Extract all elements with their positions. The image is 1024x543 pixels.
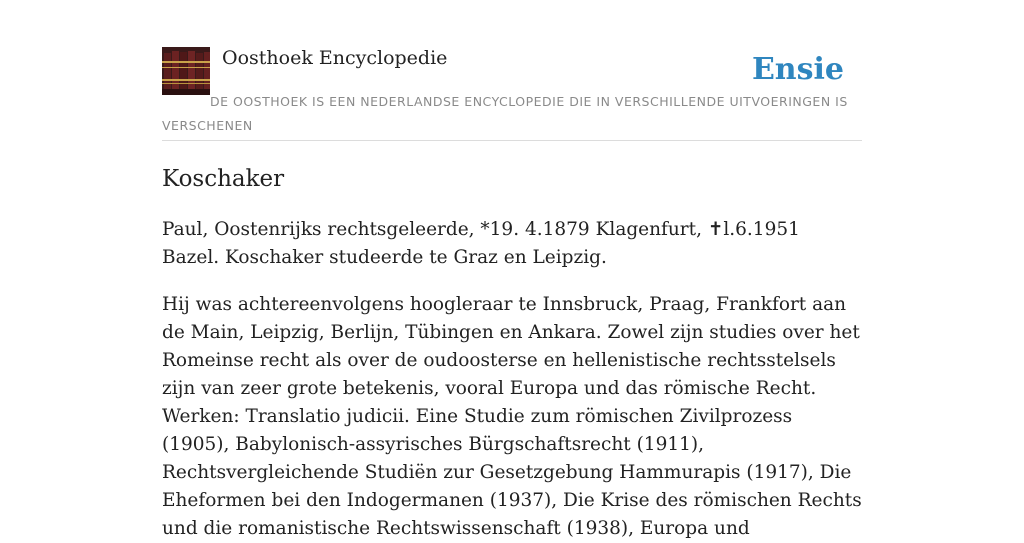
article-paragraph: Hij was achtereenvolgens hoogleraar te Innsbruck, Praag, Frankfort aan de Main, Leipzig, Berlijn, Tübingen en Ankara. Zowel zijn studies over het Romeinse recht als over de oudoosterse en hellenistische rechtsstelsels zijn van zeer grote betekenis, vooral Europa und das römische Recht. Werken: Translatio judicii. Eine Studie zum römischen Zivilprozess (1905), Babylonisch-assyrisches Bürgschaftsrecht (1911), Rechtsvergleichende Studiën zur Gesetzgebung Hammurapis (1917), Die Eheformen bei den Indogermanen (1937), Die Krise des römischen Rechts und die romanistische Rechtswissenschaft (1938), Europa und: [162, 294, 862, 539]
article: [162, 160, 862, 543]
article-title: Koschaker: [162, 166, 285, 192]
article-paragraph: Paul, Oostenrijks rechtsgeleerde, *19. 4.1879 Klagenfurt, ✝l.6.1951 Bazel. Koschaker studeerde te Graz en Leipzig.: [162, 219, 800, 268]
encyclopedia-books-icon[interactable]: [162, 47, 210, 95]
site-tagline: DE OOSTHOEK IS EEN NEDERLANDSE ENCYCLOPEDIE DIE IN VERSCHILLENDE UITVOERINGEN IS VERSCHENEN: [162, 94, 848, 133]
brand-logo[interactable]: Ensie: [751, 52, 844, 87]
site-title[interactable]: Oosthoek Encyclopedie: [222, 47, 448, 69]
site-header: [162, 46, 862, 141]
